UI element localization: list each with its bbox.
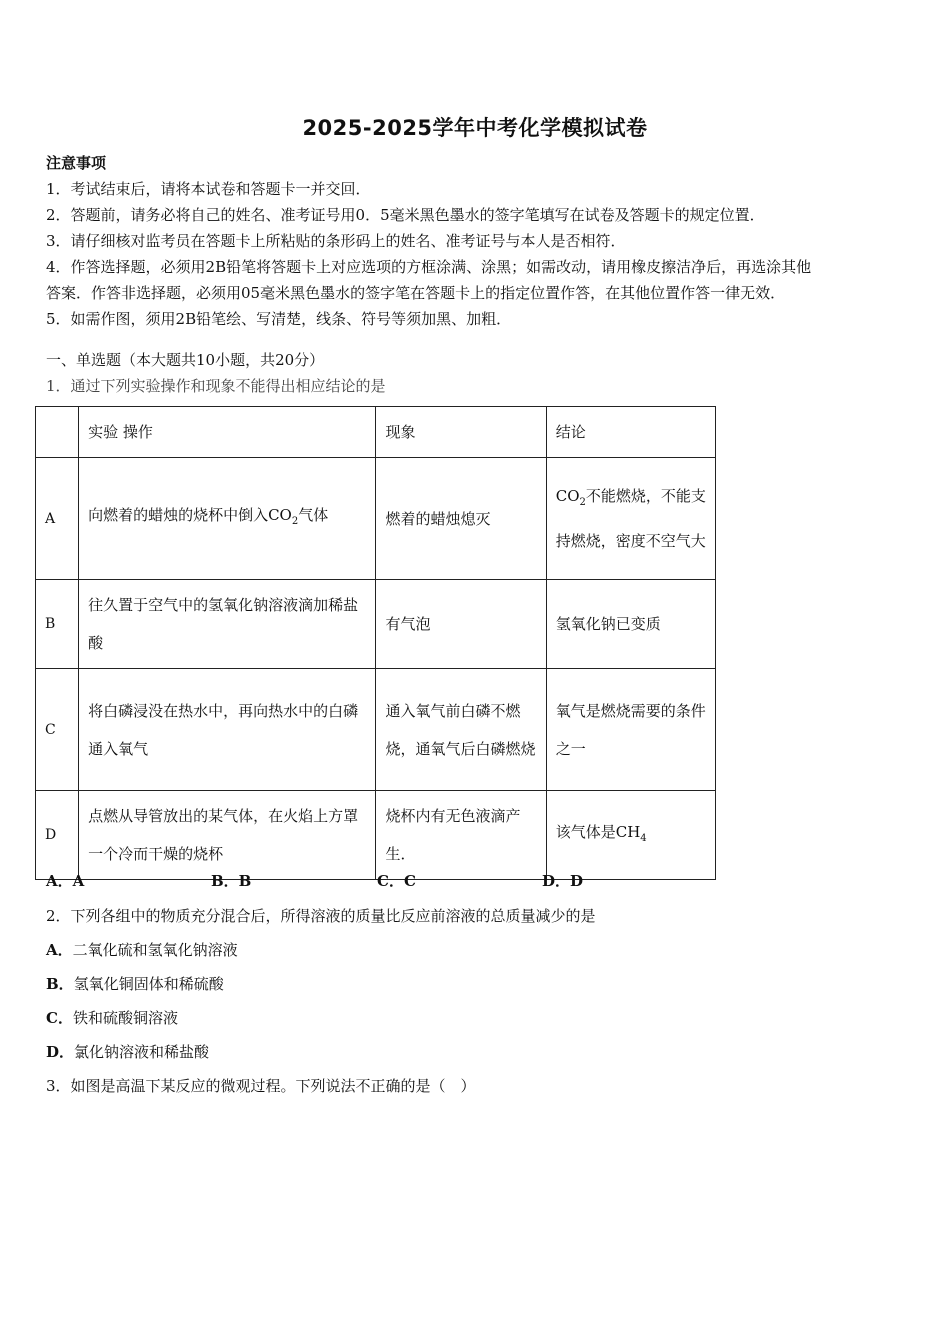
notes-heading: 注意事项 (46, 154, 107, 172)
operation-cell: 将白磷浸没在热水中，再向热水中的白磷通入氧气 (79, 669, 376, 791)
option-d[interactable]: D．氯化钠溶液和稀盐酸 (46, 1043, 210, 1061)
note-item: 答案．作答非选择题，必须用05毫米黑色墨水的签字笔在答题卡上的指定位置作答，在其他位置作答一律无效． (46, 284, 786, 302)
table-header-cell: 结论 (546, 407, 715, 458)
table-header-cell: 实验 操作 (79, 407, 376, 458)
table-header-cell: 现象 (376, 407, 546, 458)
table-row (36, 580, 716, 669)
row-label: A (36, 458, 79, 580)
option-a[interactable]: A．二氧化硫和氢氧化钠溶液 (46, 941, 238, 959)
note-item: 5．如需作图，须用2B铅笔绘、写清楚，线条、符号等须加黑、加粗． (46, 310, 512, 328)
question-3-stem: 3．如图是高温下某反应的微观过程。下列说法不正确的是（ ） (46, 1077, 476, 1095)
question-2-stem: 2．下列各组中的物质充分混合后，所得溶液的质量比反应前溶液的总质量减少的是 (46, 907, 596, 925)
table-row (36, 458, 716, 580)
row-label: D (36, 791, 79, 880)
table-header-row (36, 407, 716, 458)
phenomenon-cell: 燃着的蜡烛熄灭 (376, 458, 546, 580)
option-c[interactable]: C．C (377, 872, 416, 890)
note-item: 1．考试结束后，请将本试卷和答题卡一并交回． (46, 180, 371, 198)
table-header-cell (36, 407, 79, 458)
row-label: C (36, 669, 79, 791)
section-heading: 一、单选题（本大题共10小题，共20分） (46, 351, 325, 369)
question-1-options (46, 870, 746, 896)
note-item: 2．答题前，请务必将自己的姓名、准考证号用0．5毫米黑色墨水的签字笔填写在试卷及答题卡的规定位置． (46, 206, 765, 224)
option-b[interactable]: B．B (211, 872, 252, 890)
operation-cell: 点燃从导管放出的某气体，在火焰上方罩一个冷而干燥的烧杯 (79, 791, 376, 880)
table-row (36, 791, 716, 880)
operation-cell: 向燃着的蜡烛的烧杯中倒入$CO_2$气体 (79, 458, 376, 580)
section-single-choice (46, 347, 386, 399)
experiment-table (35, 406, 716, 880)
option-c[interactable]: C．铁和硫酸铜溶液 (46, 1009, 178, 1027)
operation-cell: 往久置于空气中的氢氧化钠溶液滴加稀盐酸 (79, 580, 376, 669)
table-row (36, 669, 716, 791)
page-title: 2025-2025学年中考化学模拟试卷 (302, 116, 648, 140)
option-a[interactable]: A．A (46, 872, 85, 890)
option-d[interactable]: D．D (542, 872, 584, 890)
note-item: 3．请仔细核对监考员在答题卡上所粘贴的条形码上的姓名、准考证号与本人是否相符． (46, 232, 626, 250)
conclusion-cell: $CO_2$不能燃烧，不能支持燃烧，密度不空气大 (546, 458, 715, 580)
question-2 (46, 903, 596, 1099)
phenomenon-cell: 烧杯内有无色液滴产生． (376, 791, 546, 880)
phenomenon-cell: 有气泡 (376, 580, 546, 669)
notes-section (46, 150, 906, 332)
row-label: B (36, 580, 79, 669)
conclusion-cell: 氢氧化钠已变质 (546, 580, 715, 669)
phenomenon-cell: 通入氧气前白磷不燃烧，通氧气后白磷燃烧 (376, 669, 546, 791)
conclusion-cell: 该气体是$CH_4$ (546, 791, 715, 880)
conclusion-cell: 氧气是燃烧需要的条件之一 (546, 669, 715, 791)
question-1-stem: 1．通过下列实验操作和现象不能得出相应结论的是 (46, 377, 386, 395)
note-item: 4．作答选择题，必须用2B铅笔将答题卡上对应选项的方框涂满、涂黑；如需改动，请用橡皮擦洁净后，再选涂其他 (46, 258, 812, 276)
option-b[interactable]: B．氢氧化铜固体和稀硫酸 (46, 975, 224, 993)
